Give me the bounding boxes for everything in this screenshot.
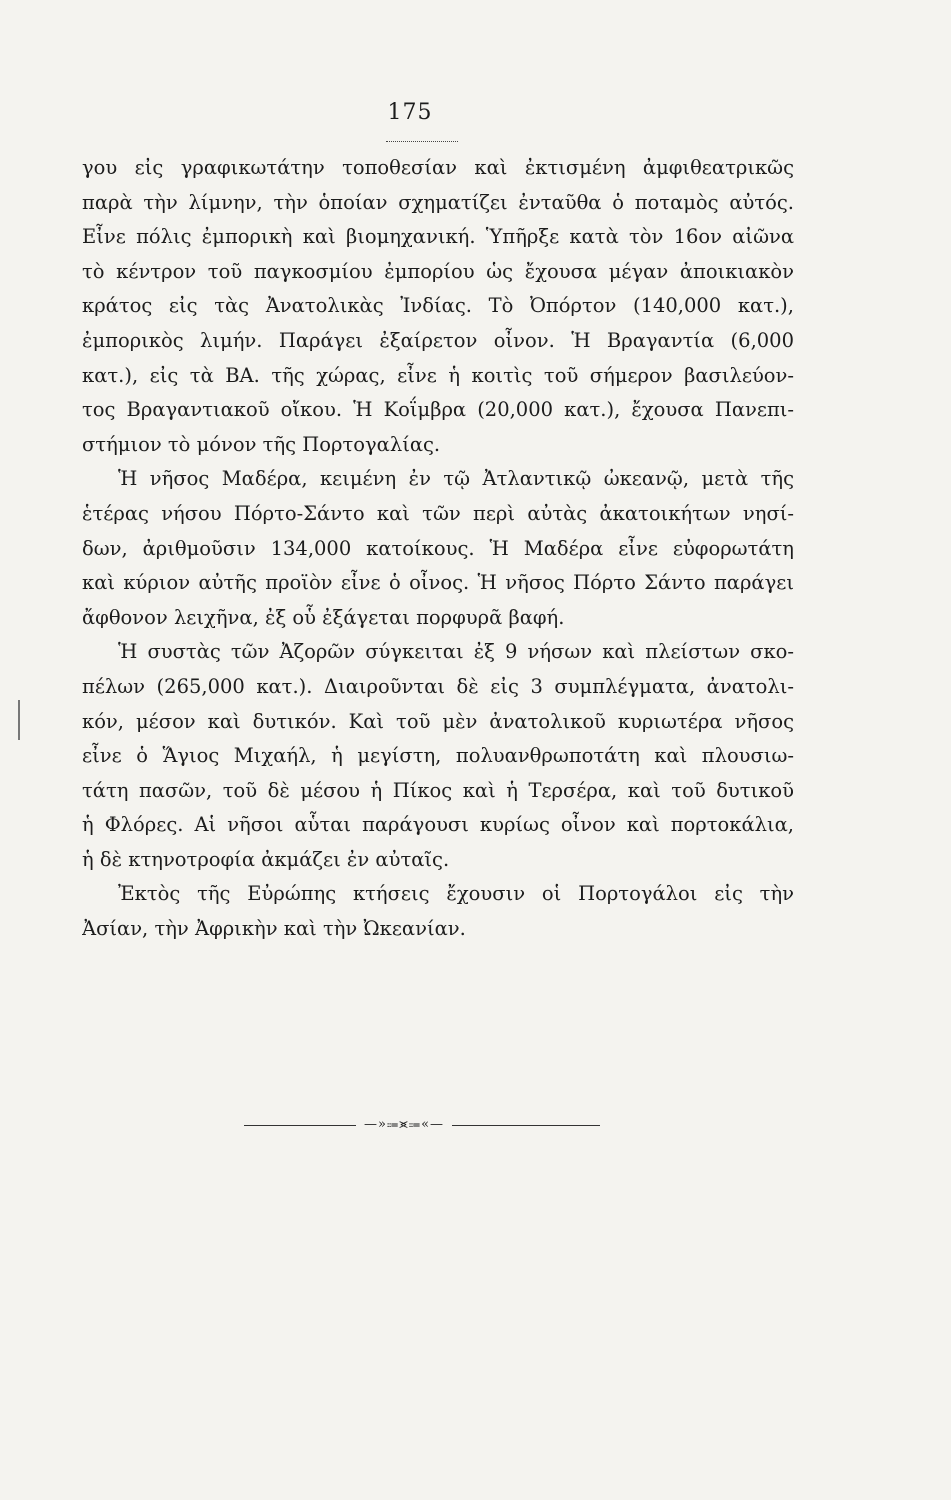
text-line: ἄφθονον λειχῆνα, ἐξ οὗ ἐξάγεται πορφυρᾶ βαφή. [82, 605, 565, 629]
text-line: στήμιον τὸ μόνον τῆς Πορτογαλίας. [82, 432, 441, 456]
text-line: ἑτέρας νήσου Πόρτο-Σάντο καὶ τῶν περὶ αὐτὰς ἀκατοικήτων νησί- [82, 501, 794, 525]
text-line: Ἡ νῆσος Μαδέρα, κειμένη ἐν τῷ Ἀτλαντικῷ ὠκεανῷ, μετὰ τῆς [118, 467, 794, 491]
ornament-rule-right [452, 1125, 600, 1126]
scan-edge-mark [18, 700, 20, 740]
text-line: Ἐκτὸς τῆς Εὐρώπης κτήσεις ἔχουσιν οἱ Πορτογάλοι εἰς τὴν [118, 882, 794, 906]
text-line: ἐμπορικὸς λιμήν. Παράγει ἐξαίρετον οἶνον. Ἡ Βραγαντία (6,000 [82, 328, 794, 352]
text-line: κατ.), εἰς τὰ ΒΑ. τῆς χώρας, εἶνε ἡ κοιτὶς τοῦ σήμερον βασιλεύον- [82, 363, 794, 387]
text-line: τὸ κέντρον τοῦ παγκοσμίου ἐμπορίου ὡς ἔχουσα μέγαν ἀποικιακὸν [82, 259, 794, 283]
text-line: Ἡ συστὰς τῶν Ἀζορῶν σύγκειται ἐξ 9 νήσων καὶ πλείστων σκο- [118, 640, 794, 664]
text-line: δων, ἀριθμοῦσιν 134,000 κατοίκους. Ἡ Μαδέρα εἶνε εὐφορωτάτη [82, 536, 794, 560]
text-line: εἶνε ὁ Ἅγιος Μιχαήλ, ἡ μεγίστη, πολυανθρωποτάτη καὶ πλουσιω- [82, 744, 794, 768]
text-line: γου εἰς γραφικωτάτην τοποθεσίαν καὶ ἐκτισμένη ἀμφιθεατρικῶς [82, 156, 794, 179]
text-line: τάτη πασῶν, τοῦ δὲ μέσου ἡ Πίκος καὶ ἡ Τερσέρα, καὶ τοῦ δυτικοῦ [82, 778, 794, 802]
text-line: ἡ Φλόρες. Αἱ νῆσοι αὗται παράγουσι κυρίως οἶνον καὶ πορτοκάλια, [82, 813, 794, 837]
ornament-rule-left [244, 1125, 356, 1126]
page-number-rule [386, 141, 458, 142]
text-line: Εἶνε πόλις ἐμπορικὴ καὶ βιομηχανική. Ὑπῆρξε κατὰ τὸν 16ον αἰῶνα [82, 225, 794, 249]
text-line: τος Βραγαντιακοῦ οἴκου. Ἡ Κοΐμβρα (20,000 κατ.), ἔχουσα Πανεπι- [82, 398, 794, 422]
text-line: ἡ δὲ κτηνοτροφία ἀκμάζει ἐν αὐταῖς. [82, 847, 450, 871]
text-line: παρὰ τὴν λίμνην, τὴν ὁποίαν σχηματίζει ἐνταῦθα ὁ ποταμὸς αὐτός. [82, 190, 794, 214]
text-line: πέλων (265,000 κατ.). Διαιροῦνται δὲ εἰς 3 συμπλέγματα, ἀνατολι- [82, 674, 794, 698]
text-line: κόν, μέσον καὶ δυτικόν. Καὶ τοῦ μὲν ἀνατολικοῦ κυριωτέρα νῆσος [82, 709, 794, 733]
text-line: καὶ κύριον αὐτῆς προϊὸν εἶνε ὁ οἶνος. Ἡ νῆσος Πόρτο Σάντο παράγει [82, 571, 794, 595]
page-number: 175 [387, 100, 433, 125]
text-line: Ἀσίαν, τὴν Ἀφρικὴν καὶ τὴν Ὠκεανίαν. [82, 917, 466, 941]
section-end-ornament [244, 1115, 600, 1135]
body-text [82, 151, 794, 947]
ornament-glyphs: —»⩴⪤⩴«— [363, 1117, 445, 1132]
text-line: κράτος εἰς τὰς Ἀνατολικὰς Ἰνδίας. Τὸ Ὀπόρτον (140,000 κατ.), [82, 294, 794, 318]
